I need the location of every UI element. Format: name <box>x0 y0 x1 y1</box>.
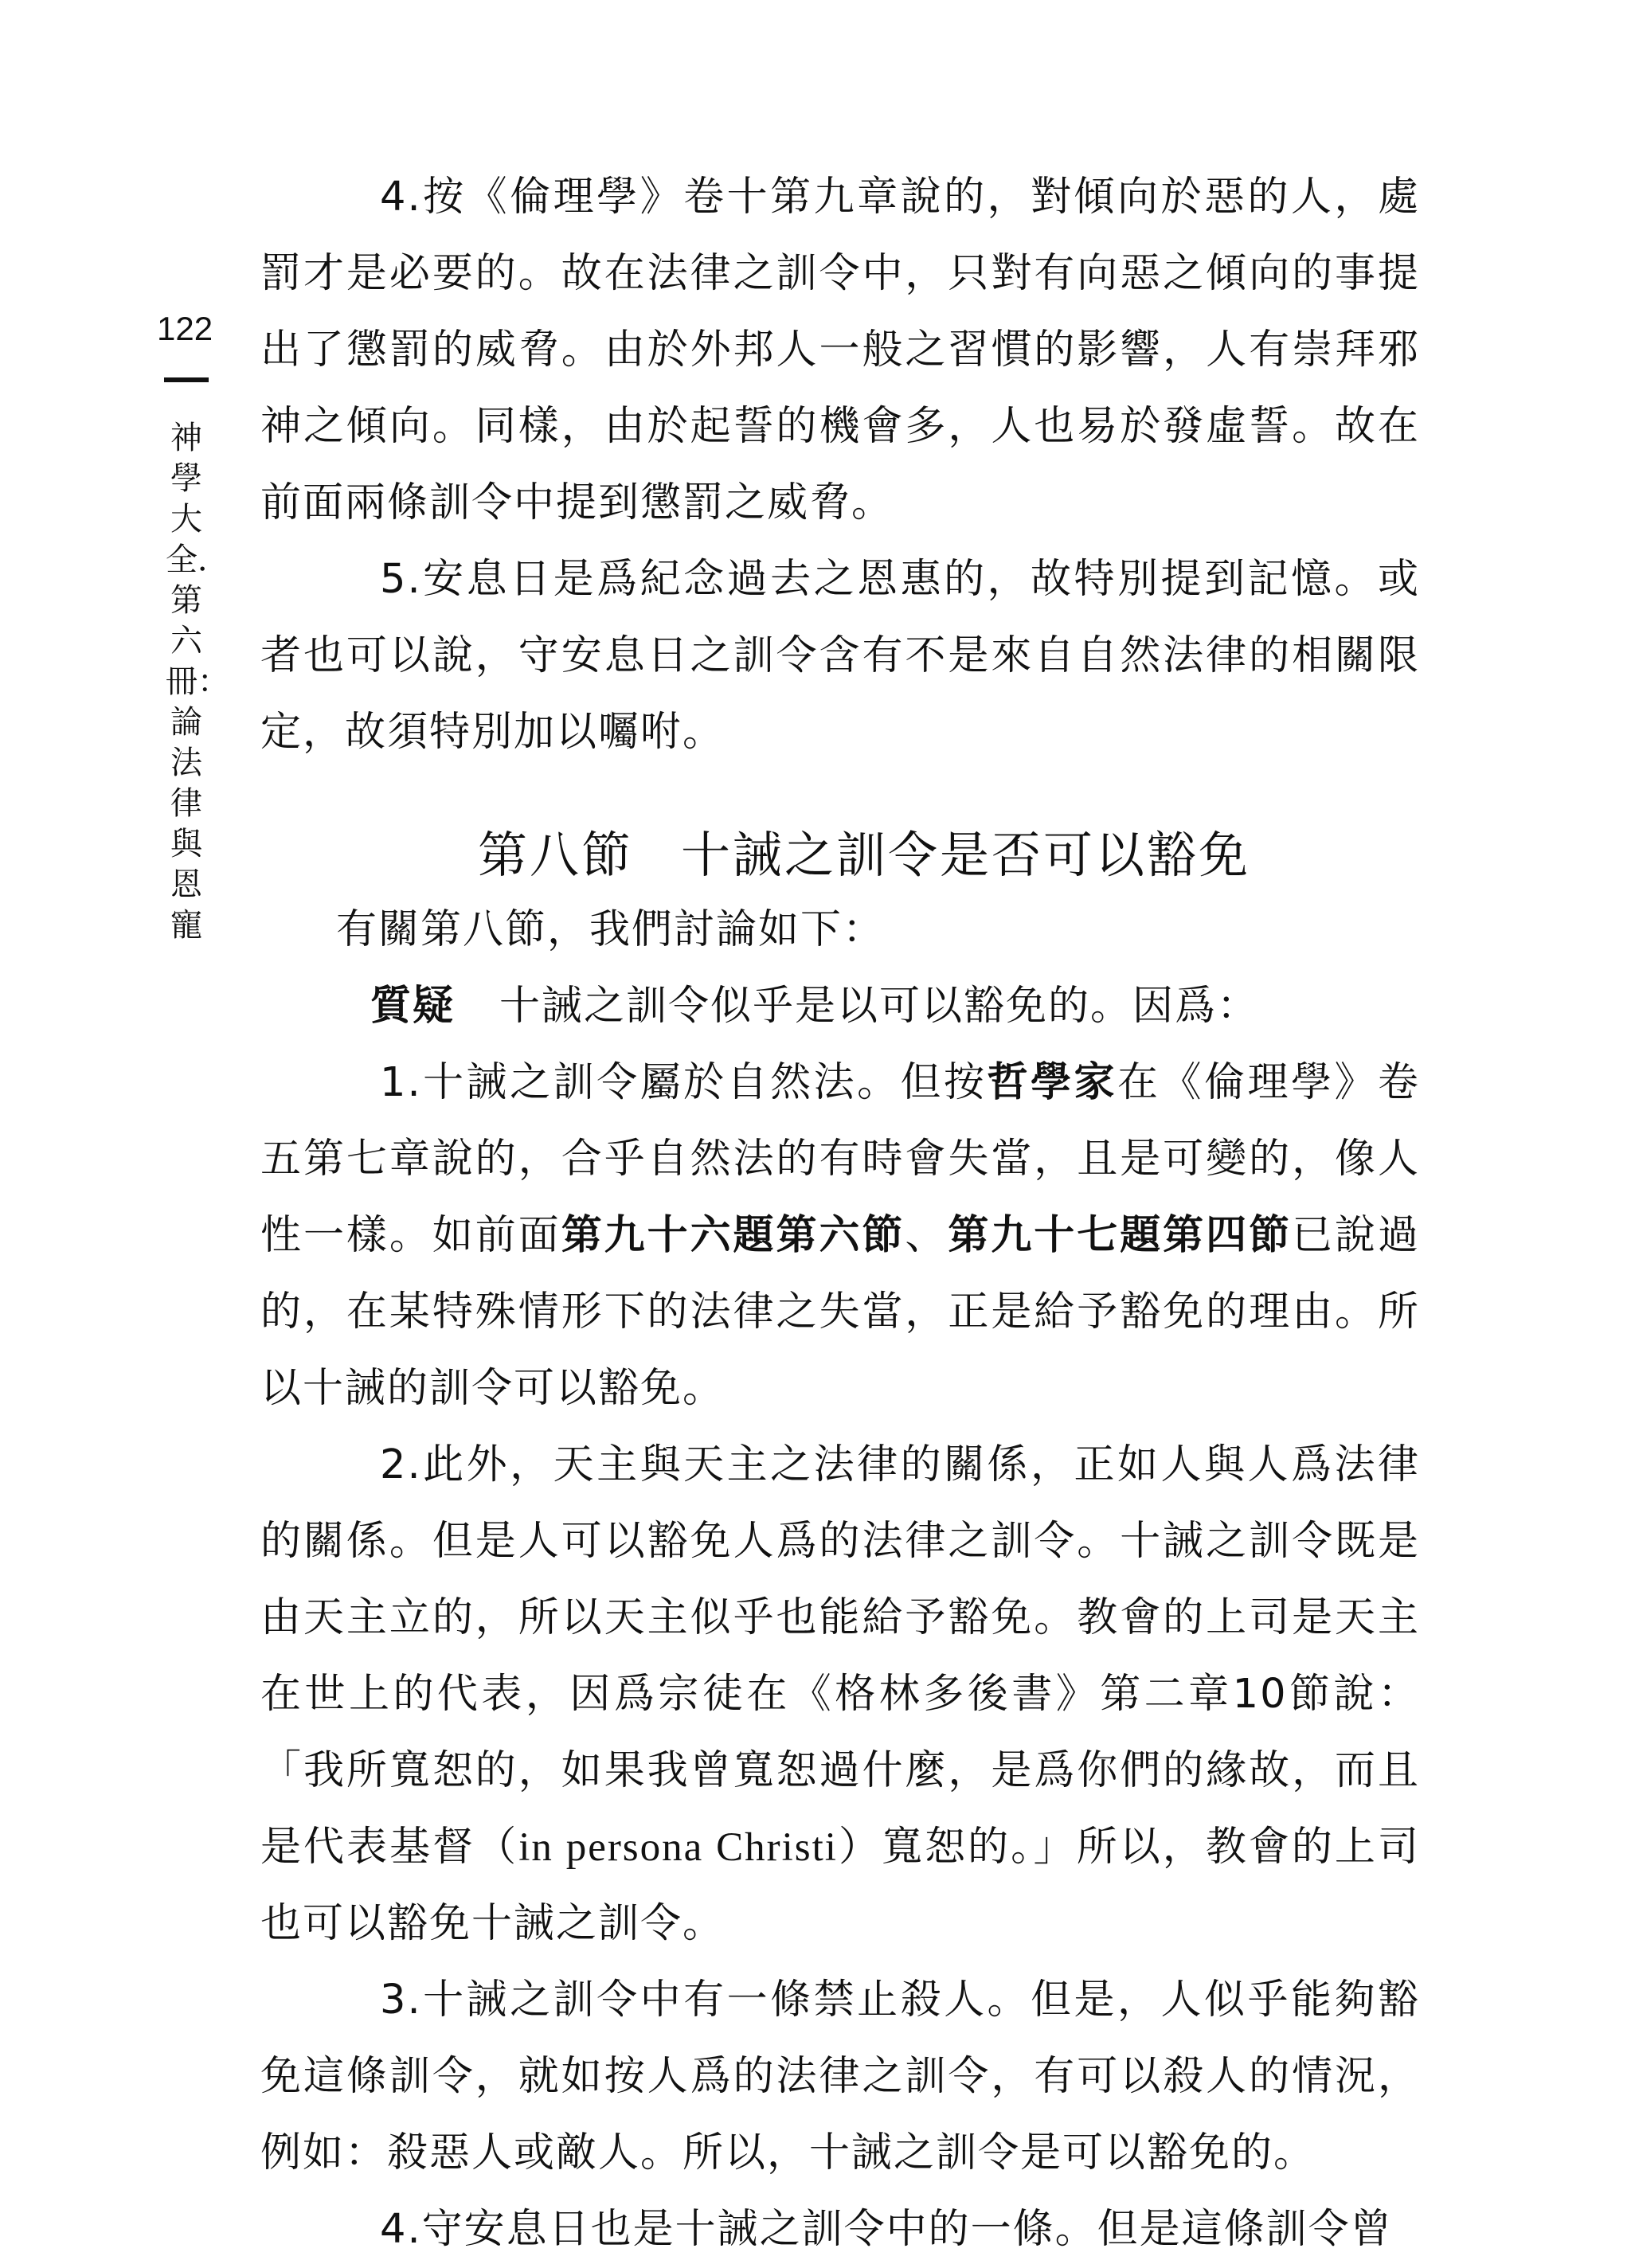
objection-label: 質疑 <box>370 983 456 1030</box>
section-heading <box>260 819 1420 892</box>
objection-2-text: 所以，教會的上司也可以豁免十誡之訓令。 <box>260 1824 1420 1947</box>
objection-2-quotation: ）寬恕的。」 <box>837 1824 1077 1871</box>
objection-paragraph-4: 4.守安息日也是十誡之訓令中的一條。但是這條訓令曾 <box>380 2206 1393 2253</box>
objection-1-text: 已說過的，在某特殊情形下的法律之失當，正是給予豁免的理由。所以十誡的訓令可以豁免。 <box>260 1212 1420 1412</box>
reply-paragraph-4: 4.按《倫理學》卷十第九章說的，對傾向於惡的人，處罰才是必要的。故在法律之訓令中，只對有向惡之傾向的事提出了懲罰的威脅。由於外邦人一般之習慣的影響，人有崇拜邪神之傾向。同樣，由於起誓的機會多，人也易於發虛誓。故在前面兩條訓令中提到懲罰之威脅。 <box>260 174 1420 526</box>
objection-2-text: 2.此外，天主與天主之法律的關係，正如人與人爲法律的關係。但是人可以豁免人爲的法律之訓令。十誡之訓令既是由天主立的，所以天主似乎也能給予豁免。教會的上司是天主在世上的代表，因爲宗徒在《格林多後書》第二章10節說： <box>260 1441 1420 1718</box>
objection-1-text: 1.十誡之訓令屬於自然法。但按 <box>380 1059 988 1106</box>
objection-1-text: 、 <box>905 1212 948 1259</box>
running-title-rule <box>164 377 209 382</box>
objection-text: 十誡之訓令似乎是以可以豁免的。因爲： <box>499 983 1260 1030</box>
objection-1-reference-q97: 第九十七題第四節 <box>948 1212 1293 1259</box>
section-intro: 有關第八節，我們討論如下： <box>336 906 886 953</box>
section-number: 第八節 <box>477 826 633 884</box>
section-title: 十誡之訓令是否可以豁免 <box>681 826 1251 884</box>
objection-2-latin-phrase: in persona Christi <box>518 1825 838 1870</box>
objection-1-reference-philosopher: 哲學家 <box>987 1059 1118 1106</box>
objection-1-text: 在《倫理學》卷五第七章說的，合乎自然法的有時會失當，且是可變的，像人性一樣。如前面 <box>260 1059 1420 1259</box>
objection-1-reference-q96: 第九十六題第六節 <box>561 1212 905 1259</box>
objection-paragraph-2 <box>260 1427 1420 1962</box>
reply-paragraph-5: 5.安息日是爲紀念過去之恩惠的，故特別提到記憶。或者也可以說，守安息日之訓令含有不是來自自然法律的相關限定，故須特別加以囑咐。 <box>260 556 1420 756</box>
running-title: 神學大全．第六冊：論法律與恩寵 <box>166 420 229 944</box>
objection-2-quotation: 「我所寬恕的，如果我曾寬恕過什麼，是爲你們的緣故，而且是代表基督（ <box>260 1747 1420 1871</box>
objection-header <box>260 968 1420 1045</box>
page-body <box>260 159 1420 2268</box>
objection-paragraph-1 <box>260 1045 1420 1427</box>
page-number: 122 <box>157 310 213 347</box>
objection-paragraph-3: 3.十誡之訓令中有一條禁止殺人。但是，人似乎能夠豁免這條訓令，就如按人爲的法律之訓令，有可以殺人的情況，例如：殺惡人或敵人。所以，十誡之訓令是可以豁免的。 <box>260 1977 1420 2176</box>
